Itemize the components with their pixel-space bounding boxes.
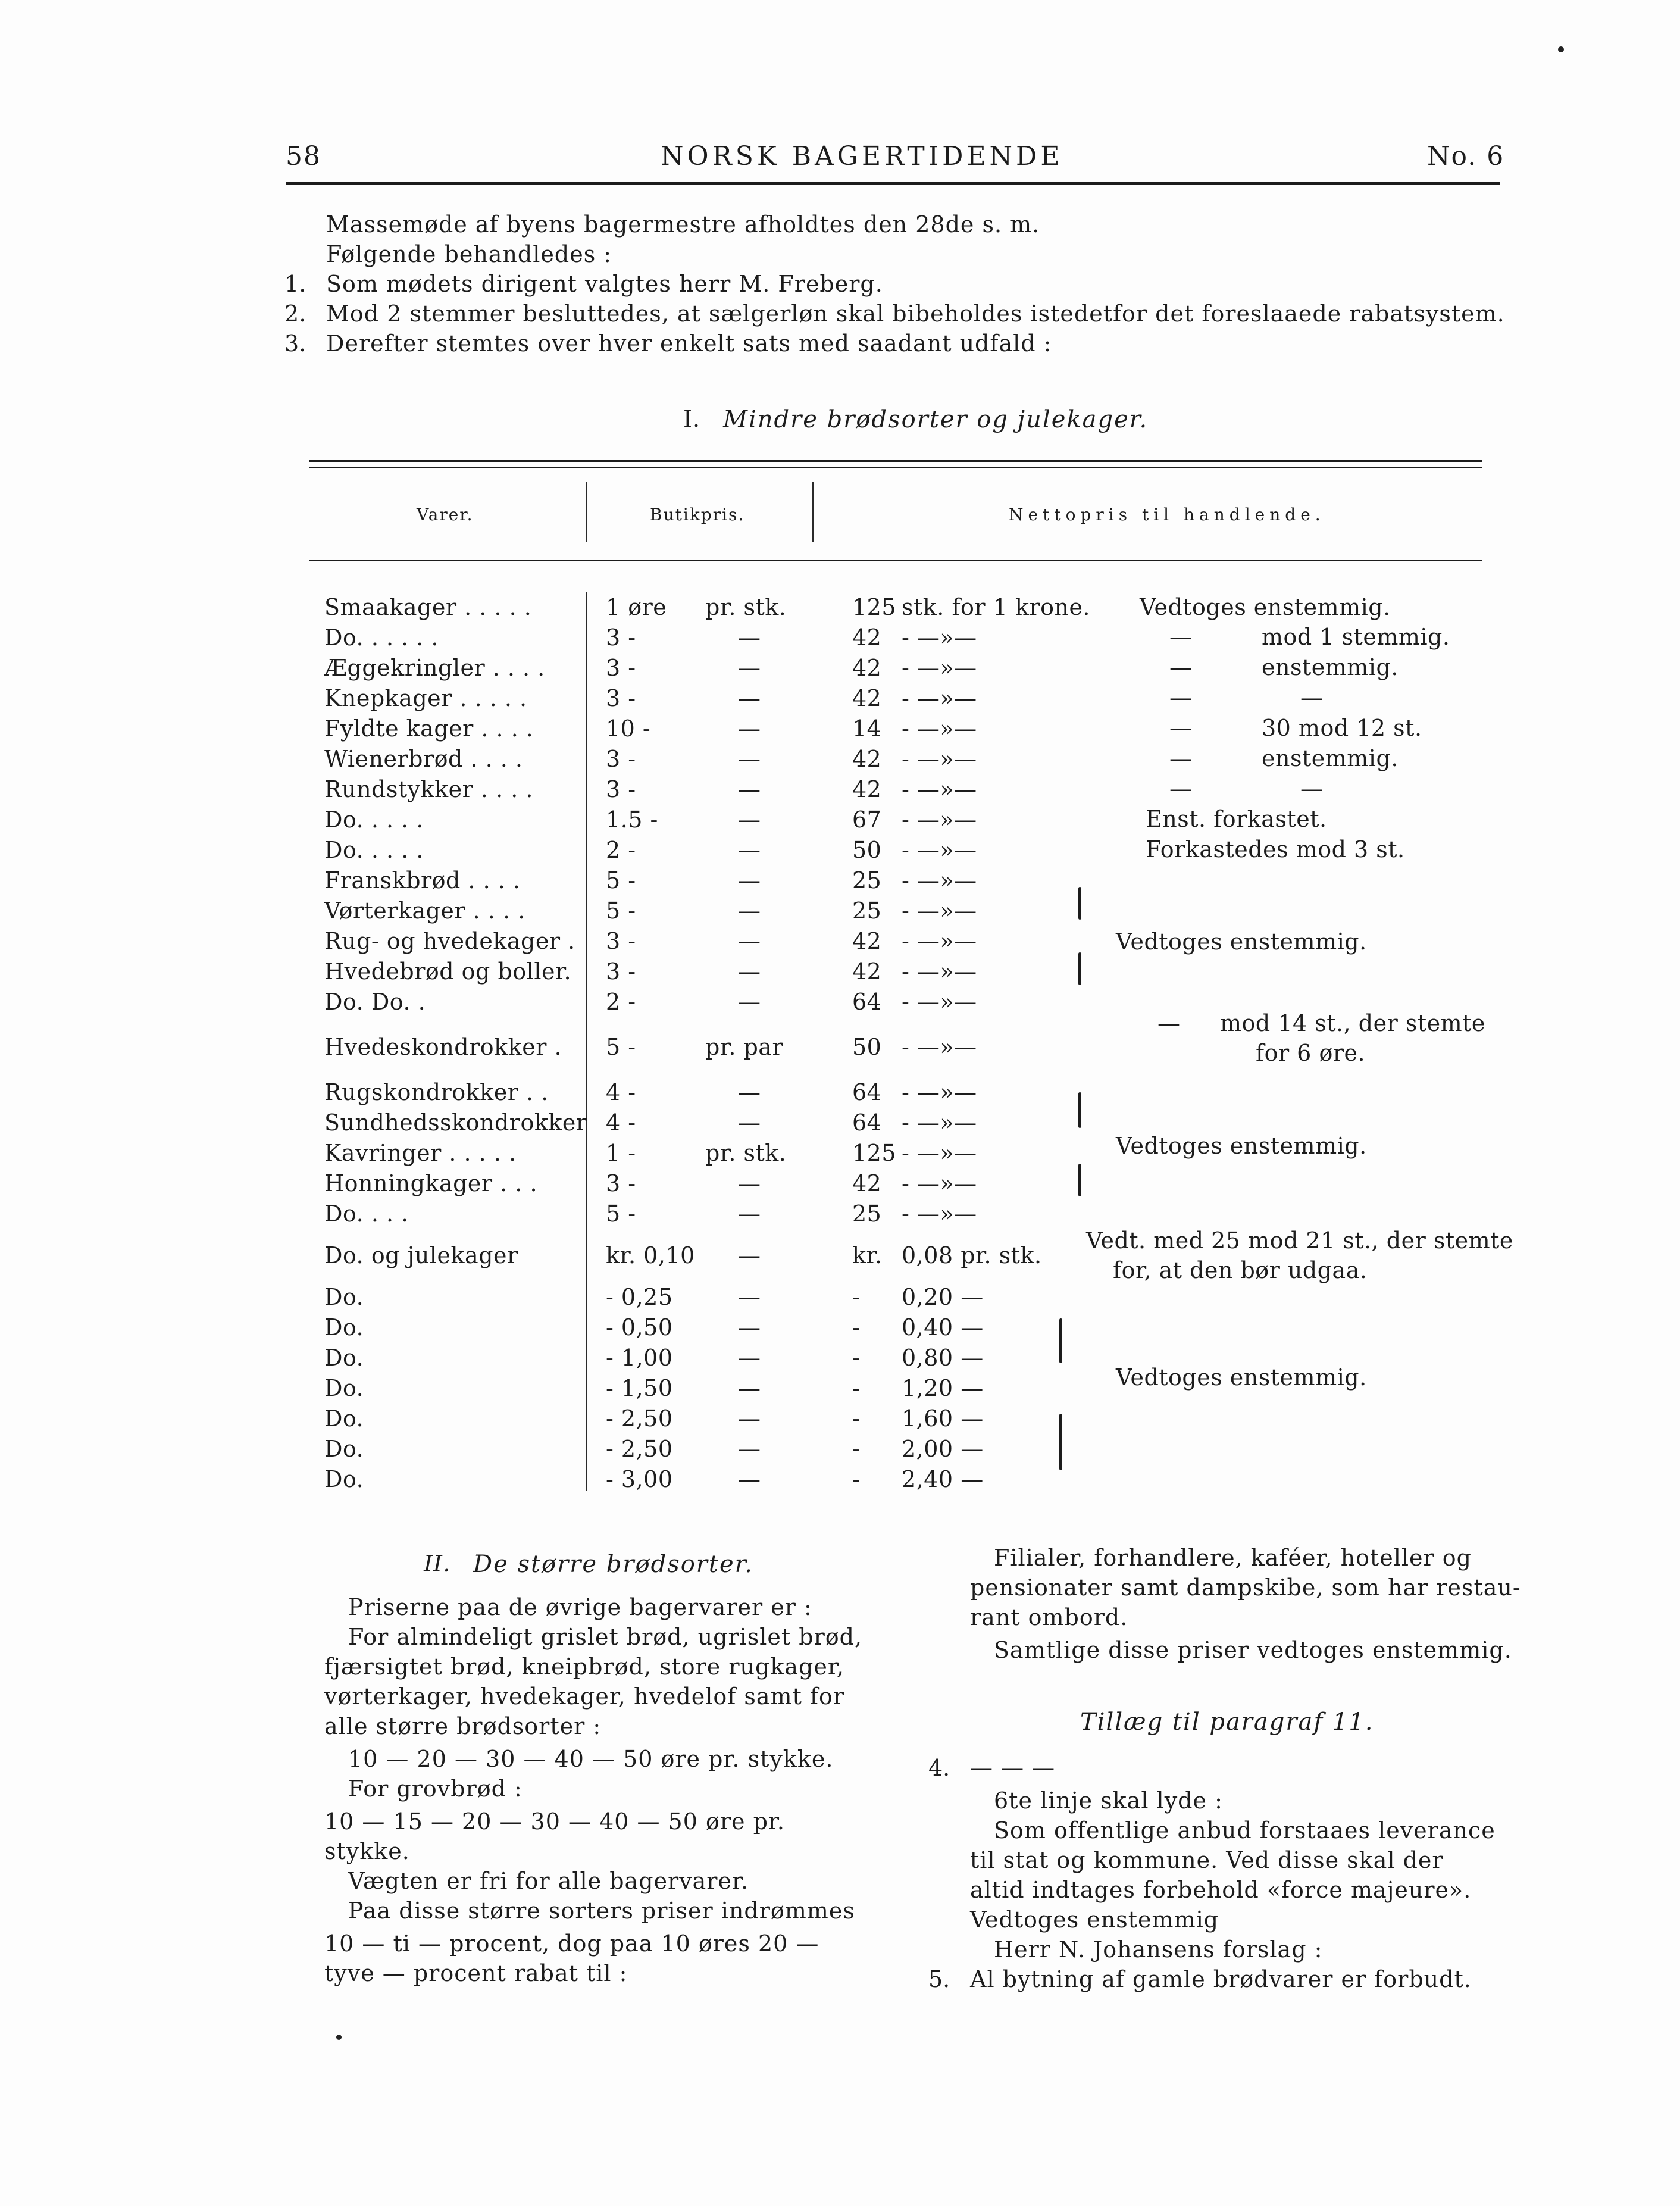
result-text: Vedtoges enstemmig.	[1140, 594, 1391, 620]
cell-enhed: —	[738, 1466, 761, 1492]
cell-vare: Do. Do. .	[324, 989, 426, 1015]
body-line: Vægten er fri for alle bagervarer.	[348, 1868, 749, 1894]
cell-enhed: —	[738, 1110, 761, 1136]
cell-antal: -	[852, 1314, 861, 1341]
cell-enhed: —	[738, 1242, 761, 1268]
body-line: Vedtoges enstemmig	[970, 1907, 1219, 1933]
cell-butikpris: 5 -	[606, 1201, 636, 1227]
cell-antal: -	[852, 1345, 861, 1371]
cell-enhed: pr. stk.	[705, 594, 787, 620]
list-number: 4.	[928, 1755, 950, 1781]
cell-antal: 42	[852, 958, 882, 985]
cell-vare: Do.	[324, 1314, 364, 1341]
result-text: Enst. forkastet.	[1146, 806, 1327, 832]
body-line: 10 — 15 — 20 — 30 — 40 — 50 øre pr.	[324, 1808, 785, 1835]
cell-enhed: —	[738, 1375, 761, 1401]
cell-butikpris: 10 -	[606, 715, 651, 742]
cell-antal: 64	[852, 1079, 882, 1105]
cell-butikpris: 3 -	[606, 776, 636, 802]
result-text: Forkastedes mod 3 st.	[1146, 836, 1405, 863]
cell-nettopris: - —»—	[902, 715, 977, 742]
header-divider	[586, 482, 587, 542]
list-number: 5.	[928, 1966, 950, 1992]
cell-vare: Do. . . . .	[324, 837, 424, 863]
cell-vare: Do. . . . .	[324, 807, 424, 833]
cell-enhed: —	[738, 776, 761, 802]
body-line: Paa disse større sorters priser indrømmes	[348, 1898, 855, 1924]
cell-enhed: —	[738, 1345, 761, 1371]
cell-butikpris: 3 -	[606, 958, 636, 985]
cell-nettopris: - —»—	[902, 1201, 977, 1227]
body-line: Al bytning af gamle brødvarer er forbudt.	[970, 1966, 1472, 1992]
result-dash: —	[1169, 715, 1193, 741]
result-dash: —	[1169, 745, 1193, 771]
body-line: til stat og kommune. Ved disse skal der	[970, 1847, 1444, 1873]
cell-enhed: —	[738, 715, 761, 742]
result-text: enstemmig.	[1262, 654, 1399, 680]
result-text: Vedtoges enstemmig.	[1116, 1133, 1367, 1159]
table-top-rule-thin	[309, 467, 1482, 468]
cell-vare: Do.	[324, 1436, 364, 1462]
cell-antal: 64	[852, 1110, 882, 1136]
cell-butikpris: 2 -	[606, 989, 636, 1015]
result-dash: —	[1300, 776, 1324, 802]
cell-enhed: —	[738, 898, 761, 924]
body-line: — — —	[970, 1755, 1056, 1781]
table-top-rule	[309, 460, 1482, 462]
cell-butikpris: 2 -	[606, 837, 636, 863]
cell-butikpris: kr. 0,10	[606, 1242, 695, 1268]
cell-nettopris: 0,40 —	[902, 1314, 984, 1341]
body-line: 10 — 20 — 30 — 40 — 50 øre pr. stykke.	[348, 1746, 834, 1772]
cell-butikpris: 4 -	[606, 1110, 636, 1136]
cell-nettopris: - —»—	[902, 989, 977, 1015]
body-line: altid indtages forbehold «force majeure».	[970, 1877, 1472, 1903]
cell-nettopris: - —»—	[902, 1140, 977, 1166]
cell-vare: Do.	[324, 1466, 364, 1492]
cell-nettopris: 0,80 —	[902, 1345, 984, 1371]
cell-antal: kr.	[852, 1242, 883, 1268]
cell-enhed: —	[738, 1079, 761, 1105]
cell-butikpris: 1.5 -	[606, 807, 658, 833]
cell-butikpris: - 0,25	[606, 1284, 673, 1310]
cell-enhed: —	[738, 1436, 761, 1462]
cell-butikpris: 5 -	[606, 1034, 636, 1060]
section-title: Tillæg til paragraf 11.	[1080, 1708, 1374, 1736]
cell-butikpris: 3 -	[606, 928, 636, 954]
cell-vare: Do. . . . . .	[324, 624, 439, 651]
body-line: Priserne paa de øvrige bagervarer er :	[348, 1594, 812, 1620]
cell-butikpris: 5 -	[606, 867, 636, 893]
cell-vare: Hvedebrød og boller.	[324, 958, 572, 985]
cell-antal: 25	[852, 867, 882, 893]
cell-butikpris: 3 -	[606, 655, 636, 681]
cell-vare: Do. og julekager	[324, 1242, 518, 1268]
section-number: I.	[683, 406, 701, 432]
ink-speck	[336, 2035, 342, 2040]
intro-item-text: Som mødets dirigent valgtes herr M. Freberg.	[326, 271, 883, 297]
body-line: pensionater samt dampskibe, som har restau-	[970, 1574, 1521, 1601]
column-header-butikpris: Butikpris.	[650, 505, 745, 524]
cell-nettopris: - —»—	[902, 1110, 977, 1136]
cell-antal: 64	[852, 989, 882, 1015]
intro-item-number: 3.	[284, 330, 306, 357]
body-line: Herr N. Johansens forslag :	[994, 1936, 1323, 1963]
cell-antal: 125	[852, 594, 897, 620]
result-text: Vedtoges enstemmig.	[1116, 929, 1367, 955]
result-dash: —	[1300, 685, 1324, 711]
group-brace	[1078, 952, 1081, 985]
cell-nettopris: 0,08 pr. stk.	[902, 1242, 1042, 1268]
intro-line-1: Massemøde af byens bagermestre afholdtes den 28de s. m.	[326, 211, 1040, 238]
header-divider	[812, 482, 814, 542]
cell-butikpris: 1 -	[606, 1140, 636, 1166]
cell-enhed: —	[738, 1405, 761, 1432]
cell-vare: Rugskondrokker . .	[324, 1079, 549, 1105]
section-title: Mindre brødsorter og julekager.	[723, 406, 1149, 433]
group-brace	[1059, 1414, 1062, 1470]
issue-number: No. 6	[1427, 141, 1505, 171]
result-dash: —	[1169, 776, 1193, 802]
group-brace	[1059, 1318, 1062, 1363]
body-line: fjærsigtet brød, kneipbrød, store rugkager,	[324, 1654, 844, 1680]
body-line: For almindeligt grislet brød, ugrislet brød,	[348, 1624, 863, 1650]
cell-nettopris: 2,00 —	[902, 1436, 984, 1462]
cell-antal: 67	[852, 807, 882, 833]
cell-antal: -	[852, 1405, 861, 1432]
result-text: for 6 øre.	[1256, 1040, 1366, 1066]
cell-enhed: —	[738, 867, 761, 893]
cell-antal: 42	[852, 624, 882, 651]
cell-vare: Do.	[324, 1284, 364, 1310]
cell-enhed: —	[738, 1201, 761, 1227]
cell-nettopris: - —»—	[902, 807, 977, 833]
cell-nettopris: 0,20 —	[902, 1284, 984, 1310]
result-dash: —	[1169, 624, 1193, 650]
header-rule	[286, 182, 1500, 185]
cell-enhed: —	[738, 837, 761, 863]
cell-nettopris: - —»—	[902, 837, 977, 863]
cell-nettopris: 1,60 —	[902, 1405, 984, 1432]
cell-antal: 42	[852, 746, 882, 772]
body-line: Som offentlige anbud forstaaes leverance	[994, 1817, 1496, 1843]
cell-nettopris: - —»—	[902, 624, 977, 651]
intro-item-text: Derefter stemtes over hver enkelt sats med saadant udfald :	[326, 330, 1052, 357]
cell-enhed: —	[738, 807, 761, 833]
cell-enhed: —	[738, 989, 761, 1015]
cell-vare: Knepkager . . . . .	[324, 685, 527, 711]
cell-enhed: —	[738, 624, 761, 651]
body-line: Samtlige disse priser vedtoges enstemmig.	[994, 1637, 1512, 1663]
cell-butikpris: - 0,50	[606, 1314, 673, 1341]
cell-antal: -	[852, 1375, 861, 1401]
cell-vare: Fyldte kager . . . .	[324, 715, 534, 742]
body-line: rant ombord.	[970, 1604, 1128, 1630]
journal-title: NORSK BAGERTIDENDE	[661, 141, 1063, 171]
cell-antal: 42	[852, 928, 882, 954]
body-line: vørterkager, hvedekager, hvedelof samt for	[324, 1683, 845, 1710]
cell-nettopris: - —»—	[902, 898, 977, 924]
cell-antal: 42	[852, 685, 882, 711]
cell-vare: Vørterkager . . . .	[324, 898, 525, 924]
body-line: Filialer, forhandlere, kaféer, hoteller og	[994, 1545, 1472, 1571]
result-text: for, at den bør udgaa.	[1113, 1257, 1368, 1283]
cell-vare: Franskbrød . . . .	[324, 867, 521, 893]
cell-vare: Do.	[324, 1345, 364, 1371]
intro-item-text: Mod 2 stemmer besluttedes, at sælgerløn skal bibeholdes istedetfor det foreslaaede rabatsystem.	[326, 301, 1505, 327]
cell-vare: Rug- og hvedekager .	[324, 928, 575, 954]
cell-antal: -	[852, 1284, 861, 1310]
cell-butikpris: - 3,00	[606, 1466, 673, 1492]
cell-butikpris: 5 -	[606, 898, 636, 924]
cell-enhed: —	[738, 1314, 761, 1341]
cell-nettopris: - —»—	[902, 685, 977, 711]
cell-butikpris: - 1,00	[606, 1345, 673, 1371]
cell-butikpris: 3 -	[606, 624, 636, 651]
cell-enhed: —	[738, 1170, 761, 1196]
cell-antal: -	[852, 1436, 861, 1462]
cell-antal: 14	[852, 715, 882, 742]
cell-butikpris: 3 -	[606, 1170, 636, 1196]
cell-enhed: —	[738, 655, 761, 681]
result-dash: —	[1157, 1010, 1181, 1036]
column-divider	[586, 592, 587, 1491]
cell-nettopris: - —»—	[902, 1170, 977, 1196]
cell-vare: Honningkager . . .	[324, 1170, 538, 1196]
result-text: Vedt. med 25 mod 21 st., der stemte	[1086, 1227, 1513, 1254]
cell-butikpris: 4 -	[606, 1079, 636, 1105]
cell-butikpris: 3 -	[606, 746, 636, 772]
cell-butikpris: - 1,50	[606, 1375, 673, 1401]
page-number: 58	[286, 141, 321, 171]
cell-nettopris: 2,40 —	[902, 1466, 984, 1492]
result-text: enstemmig.	[1262, 745, 1399, 771]
column-header-varer: Varer.	[417, 505, 474, 524]
cell-vare: Kavringer . . . . .	[324, 1140, 517, 1166]
cell-nettopris: - —»—	[902, 1079, 977, 1105]
cell-nettopris: 1,20 —	[902, 1375, 984, 1401]
cell-enhed: pr. par	[705, 1034, 784, 1060]
body-line: 10 — ti — procent, dog paa 10 øres 20 —	[324, 1930, 819, 1957]
intro-line-2: Følgende behandledes :	[326, 241, 612, 267]
cell-vare: Wienerbrød . . . .	[324, 746, 523, 772]
body-line: tyve — procent rabat til :	[324, 1960, 628, 1986]
group-brace	[1078, 1092, 1081, 1128]
body-line: stykke.	[324, 1838, 410, 1864]
cell-antal: 50	[852, 1034, 882, 1060]
result-dash: —	[1169, 654, 1193, 680]
intro-item-number: 1.	[284, 271, 306, 297]
cell-antal: 50	[852, 837, 882, 863]
table-header-rule	[309, 560, 1482, 561]
cell-enhed: —	[738, 685, 761, 711]
result-text: Vedtoges enstemmig.	[1116, 1364, 1367, 1391]
cell-butikpris: 1 øre	[606, 594, 667, 620]
cell-butikpris: 3 -	[606, 685, 636, 711]
cell-butikpris: - 2,50	[606, 1436, 673, 1462]
cell-nettopris: - —»—	[902, 746, 977, 772]
ink-speck	[1558, 46, 1564, 52]
cell-nettopris: - —»—	[902, 867, 977, 893]
cell-enhed: pr. stk.	[705, 1140, 787, 1166]
group-brace	[1078, 887, 1081, 920]
cell-nettopris: - —»—	[902, 1034, 977, 1060]
cell-nettopris: - —»—	[902, 776, 977, 802]
group-brace	[1078, 1164, 1081, 1196]
cell-vare: Hvedeskondrokker .	[324, 1034, 562, 1060]
result-text: 30 mod 12 st.	[1262, 715, 1422, 741]
cell-vare: Do.	[324, 1405, 364, 1432]
cell-antal: -	[852, 1466, 861, 1492]
cell-enhed: —	[738, 1284, 761, 1310]
cell-nettopris: - —»—	[902, 958, 977, 985]
cell-enhed: —	[738, 958, 761, 985]
cell-enhed: —	[738, 746, 761, 772]
body-line: 6te linje skal lyde :	[994, 1788, 1223, 1814]
cell-antal: 25	[852, 1201, 882, 1227]
cell-vare: Sundhedsskondrokker	[324, 1110, 587, 1136]
cell-vare: Rundstykker . . . .	[324, 776, 533, 802]
cell-nettopris: - —»—	[902, 928, 977, 954]
result-text: mod 1 stemmig.	[1262, 624, 1450, 650]
body-line: For grovbrød :	[348, 1776, 523, 1802]
result-dash: —	[1169, 685, 1193, 711]
cell-nettopris: stk. for 1 krone.	[902, 594, 1091, 620]
cell-vare: Æggekringler . . . .	[324, 655, 545, 681]
cell-antal: 42	[852, 655, 882, 681]
section-number: II.	[424, 1551, 451, 1577]
result-text: mod 14 st., der stemte	[1220, 1010, 1485, 1036]
cell-antal: 42	[852, 1170, 882, 1196]
cell-antal: 125	[852, 1140, 897, 1166]
cell-butikpris: - 2,50	[606, 1405, 673, 1432]
cell-antal: 25	[852, 898, 882, 924]
column-header-nettopris: Nettopris til handlende.	[1009, 505, 1325, 524]
body-line: alle større brødsorter :	[324, 1713, 602, 1739]
cell-enhed: —	[738, 928, 761, 954]
section-title: De større brødsorter.	[473, 1551, 754, 1578]
intro-item-number: 2.	[284, 301, 306, 327]
cell-antal: 42	[852, 776, 882, 802]
cell-vare: Do. . . .	[324, 1201, 409, 1227]
cell-nettopris: - —»—	[902, 655, 977, 681]
cell-vare: Do.	[324, 1375, 364, 1401]
cell-vare: Smaakager . . . . .	[324, 594, 532, 620]
